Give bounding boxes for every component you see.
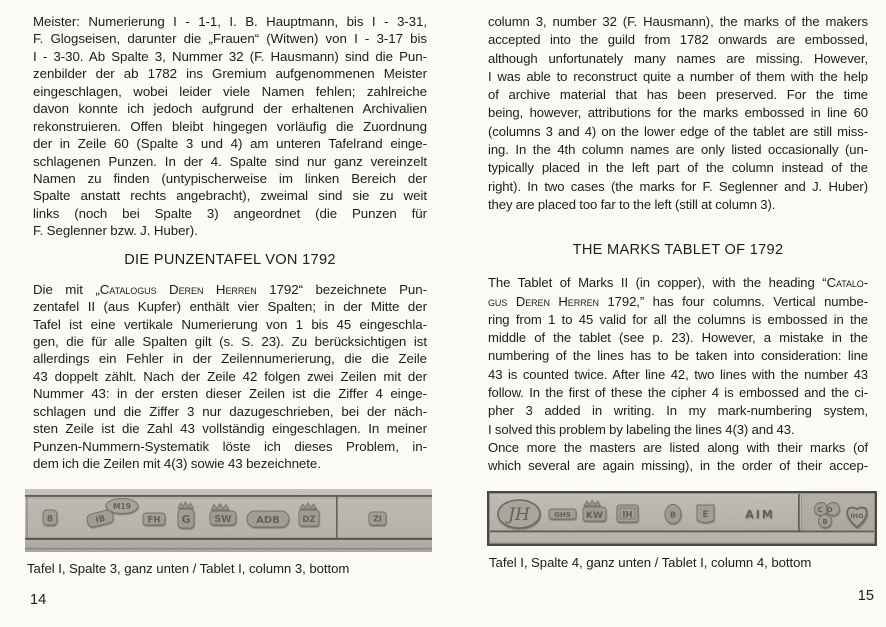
punch-mark-glyph: IH	[622, 510, 633, 521]
right-section-heading: THE MARKS TABLET OF 1792	[572, 242, 784, 259]
punch-mark-glyph: E	[702, 510, 709, 520]
crown-icon	[178, 502, 193, 508]
text-line: rekonstruieren. Offen bleibt hingegen vorläufig die Zuordnung	[33, 118, 427, 134]
text-line: gen, die für alle Spalten gilt (s. S. 23). Zu berücksichtigen ist	[33, 334, 427, 349]
right-paragraph-1	[488, 13, 868, 214]
text-line: The Tablet of Marks II (in copper), with the heading “Catalo-	[488, 275, 868, 291]
text-line: davon konnte ich jedoch aufgrund der erhaltenen Archivalien	[33, 101, 427, 117]
text-line: Nummer 43: in der ersten dieser Zeilen ist die Ziffer 4 einge-	[33, 386, 427, 402]
text-line: schlagen und die Ziffer 3 nur dazugeschrieben, bei der näch-	[33, 403, 427, 419]
tablet-photo-column4	[487, 491, 877, 546]
punch-mark-glyph: GHS	[554, 511, 571, 519]
punch-mark-glyph: 8	[46, 514, 54, 525]
tablet-photo-column4-image	[487, 491, 877, 546]
text-line: ing. In the 4th column names are only listed occasionally (un-	[488, 142, 868, 158]
text-line: Punzen-Nummern-Systematik löste ich dieses Problem, in-	[33, 438, 427, 454]
punch-mark-glyph: SW	[214, 514, 232, 525]
text-line: I - 3-30. Ab Spalte 3, Nummer 32 (F. Hausmann) sind die Pun-	[33, 48, 427, 64]
text-line: although unfortunately many names are missing. However,	[488, 50, 868, 66]
tablet-photo-column3-image	[25, 489, 432, 552]
text-line: gus Deren Herren 1792,” has four columns. Vertical numbe-	[488, 293, 868, 309]
text-line: zentafel II (aus Kupfer) enthält vier Spalten; in der Mitte der	[33, 299, 427, 315]
punch-mark-glyph: IHG	[850, 512, 864, 520]
punch-mark-glyph: M19	[113, 502, 131, 511]
text-line: pher 3 added in writing. In my mark-numbering system,	[488, 403, 868, 419]
text-line: F. Glogseisen, darunter die „Frauen“ (Witwen) von I - 3-17 bis	[33, 31, 427, 47]
text-line: 43 is counted twice. After line 42, two lines with the number 43	[488, 366, 868, 382]
column-divider-line	[798, 494, 800, 531]
text-line: numbering of the lines has to be taken into consideration: line	[488, 348, 868, 364]
text-line: der in Zeile 60 (Spalte 3 und 4) am unteren Tafelrand einge-	[33, 136, 427, 152]
right-page-number: 15	[857, 588, 874, 604]
punch-mark-glyph: ADB	[256, 515, 280, 526]
text-line: middle of the tablet (see p. 23). However, a mistake in the	[488, 330, 868, 346]
crown-icon	[584, 500, 600, 506]
right-paragraph-2	[488, 274, 868, 475]
text-line: follow. In the first of these the cipher 4 is embossed and the ci-	[488, 385, 868, 401]
punch-mark-glyph: B	[669, 510, 677, 520]
text-line: they are placed too far to the left (still at column 3).	[488, 196, 776, 212]
text-line: accepted into the guild from 1782 onwards are embossed,	[488, 32, 868, 48]
left-figure-caption: Tafel I, Spalte 3, ganz unten / Tablet I, column 3, bottom	[27, 561, 350, 576]
text-line: ring from 1 to 45 valid for all the columns is embossed in the	[488, 311, 868, 327]
text-line: I was able to reconstruct quite a number of them with the help	[488, 68, 868, 84]
text-line: F. Seglenner bzw. J. Huber).	[33, 223, 198, 239]
text-line: right). In two cases (the marks for F. Seglenner and J. Huber)	[488, 178, 868, 194]
left-section-heading: DIE PUNZENTAFEL VON 1792	[124, 251, 336, 268]
text-line: column 3, number 32 (F. Hausmann), the marks of the makers	[488, 14, 868, 29]
punch-mark-glyph: IB	[94, 513, 107, 526]
text-line: allerdings ein Fehler in der Zeilennumerierung, die die Zeile	[33, 351, 427, 367]
text-line: I solved this problem by labeling the lines 4(3) and 43.	[488, 421, 795, 437]
column-divider-line	[336, 496, 338, 539]
punch-mark-glyph: KW	[586, 511, 603, 521]
text-line: of archive material that has been preserved. For the time	[488, 87, 868, 103]
punch-mark-glyph: FH	[147, 515, 161, 526]
punch-mark-glyph: B	[822, 518, 828, 526]
left-page-number: 14	[30, 592, 47, 608]
tablet-top-edge-line	[25, 495, 432, 497]
left-paragraph-2	[33, 281, 427, 473]
crown-icon	[211, 504, 229, 511]
tablet-photo-column3	[25, 489, 432, 552]
text-line: links (noch bei Spalte 3) angeordnet (die Punzen für	[33, 205, 427, 221]
left-page	[33, 13, 427, 473]
punch-mark-glyph: AIM	[745, 508, 775, 521]
tablet-bottom-edge-line	[25, 538, 432, 540]
punch-mark-glyph: JH	[508, 505, 530, 525]
crown-icon	[300, 503, 316, 509]
text-line: typically placed in the left part of the column instead of the	[488, 160, 868, 176]
punch-mark-glyph: ZI	[373, 514, 382, 524]
text-line: Namen zu finden (untypischerweise im linken Bereich der	[33, 170, 427, 186]
text-line: sten Zeile ist die Zahl 43 vollständig eingeschlagen. In meiner	[33, 421, 427, 437]
text-line: Tafel ist eine vertikale Numerierung von 1 bis 45 eingeschla-	[33, 316, 427, 332]
right-page	[488, 13, 868, 476]
left-paragraph-1	[33, 13, 427, 240]
text-line: Once more the masters are listed along with their marks (of	[488, 439, 868, 455]
punch-mark-glyph: DZ	[302, 515, 316, 525]
text-line: schlagenen Punzen. In der 4. Spalte sind nur ganz vereinzelt	[33, 153, 427, 169]
text-line: eingeschlagen, wobei leider viele Namen fehlen; zahlreiche	[33, 83, 427, 99]
text-line: which several are again missing), in the order of their accep-	[488, 458, 868, 474]
text-line: Die mit „Catalogus Deren Herren 1792“ bezeichnete Pun-	[33, 281, 427, 297]
text-line: 43 doppelt zählt. Nach der Zeile 42 folgen zwei Zeilen mit der	[33, 368, 427, 384]
text-line: dem ich die Zeilen mit 4(3) sowie 43 bezeichnete.	[33, 456, 321, 472]
punch-mark-glyph: CO	[817, 506, 837, 514]
text-line: (columns 3 and 4) on the lower edge of the tablet are still miss-	[488, 123, 868, 139]
text-line: being, however, attributions for the marks embossed in line 60	[488, 105, 868, 121]
text-line: Spalte anstatt rechts angebracht), zweimal sind sie zu weit	[33, 188, 427, 204]
text-line: zenbilder der ab 1782 ins Gremium aufgenommenen Meister	[33, 66, 427, 82]
right-figure-caption: Tafel I, Spalte 4, ganz unten / Tablet I, column 4, bottom	[489, 555, 812, 570]
text-line: Meister: Numerierung I - 1-1, I. B. Hauptmann, bis I - 3-31,	[33, 14, 427, 29]
punch-mark-glyph: G	[181, 513, 191, 526]
